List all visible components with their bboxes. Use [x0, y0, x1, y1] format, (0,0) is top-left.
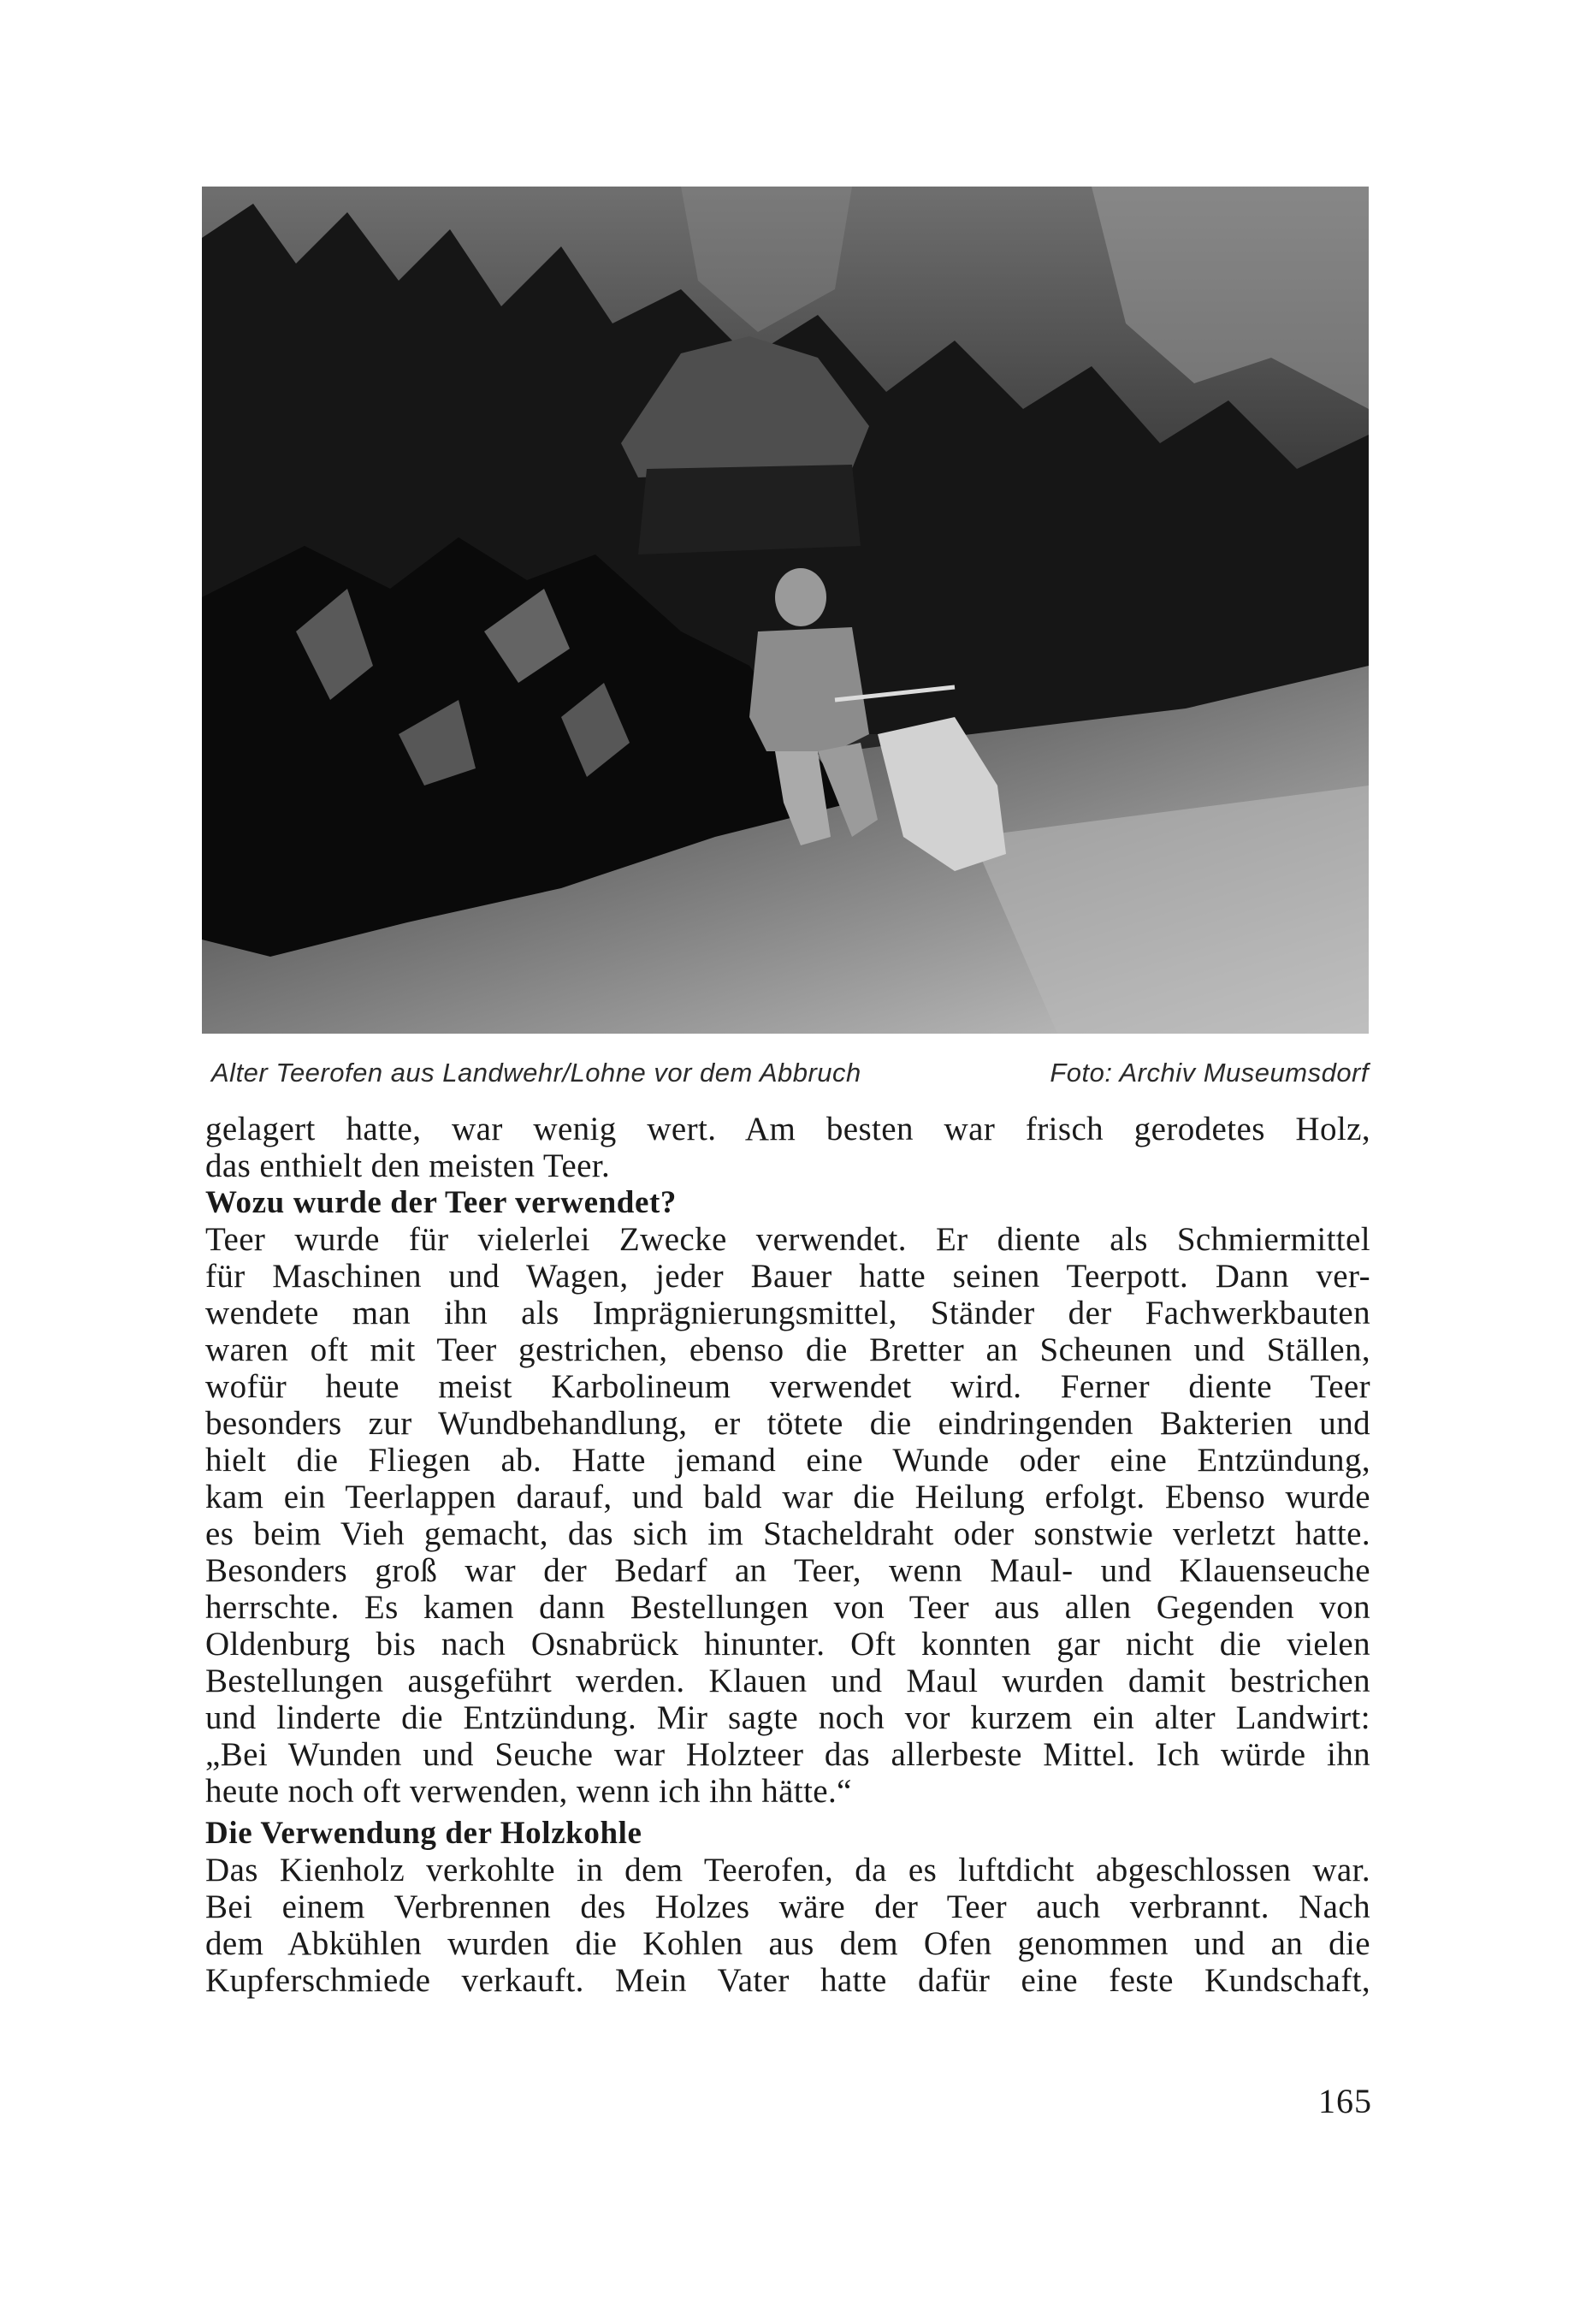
text-line: Oldenburg bis nach Osnabrück hinunter. Oft konnten gar nicht die vielen [205, 1626, 1370, 1663]
section-heading: Wozu wurde der Teer verwendet? [205, 1185, 678, 1220]
caption-title: Alter Teerofen aus Landwehr/Lohne vor dem Abbruch [211, 1058, 861, 1088]
photo-caption [211, 1058, 1369, 1095]
text-line: „Bei Wunden und Seuche war Holzteer das allerbeste Mittel. Ich würde ihn [205, 1736, 1370, 1773]
text-line: das enthielt den meisten Teer. [205, 1147, 611, 1184]
text-line: besonders zur Wundbehandlung, er tötete die eindringenden Bakterien und [205, 1405, 1370, 1442]
text-line: dem Abkühlen wurden die Kohlen aus dem Ofen genommen und an die [205, 1925, 1370, 1962]
caption-photo-credit: Foto: Archiv Museumsdorf [1050, 1058, 1369, 1088]
text-line: für Maschinen und Wagen, jeder Bauer hatte seinen Teerpott. Dann ver- [205, 1258, 1370, 1295]
text-line: herrschte. Es kamen dann Bestellungen von Teer aus allen Gegenden von [205, 1589, 1370, 1626]
text-line: und linderte die Entzündung. Mir sagte noch vor kurzem ein alter Landwirt: [205, 1699, 1370, 1736]
text-line: Das Kienholz verkohlte in dem Teerofen, da es luftdicht abgeschlossen war. [205, 1852, 1370, 1888]
text-line: Bei einem Verbrennen des Holzes wäre der Teer auch verbrannt. Nach [205, 1888, 1370, 1925]
text-line: Teer wurde für vielerlei Zwecke verwendet. Er diente als Schmiermittel [205, 1221, 1370, 1258]
text-line: wendete man ihn als Imprägnierungsmittel, Ständer der Fachwerkbauten [205, 1295, 1370, 1331]
text-line: es beim Vieh gemacht, das sich im Stacheldraht oder sonstwie verletzt hatte. [205, 1515, 1370, 1552]
text-line: gelagert hatte, war wenig wert. Am besten war frisch gerodetes Holz, [205, 1111, 1370, 1147]
page-number: 165 [1318, 2082, 1372, 2120]
text-line: waren oft mit Teer gestrichen, ebenso die Bretter an Scheunen und Ställen, [205, 1331, 1370, 1368]
historic-photograph [202, 187, 1369, 1034]
text-line: heute noch oft verwenden, wenn ich ihn hätte.“ [205, 1773, 852, 1810]
text-line: Kupferschmiede verkauft. Mein Vater hatte dafür eine feste Kundschaft, [205, 1962, 1370, 1999]
tar-kiln-photo-image [202, 187, 1369, 1034]
text-line: wofür heute meist Karbolineum verwendet wird. Ferner diente Teer [205, 1368, 1370, 1405]
text-line: hielt die Fliegen ab. Hatte jemand eine Wunde oder eine Entzündung, [205, 1442, 1370, 1479]
text-line: Bestellungen ausgeführt werden. Klauen und Maul wurden damit bestrichen [205, 1663, 1370, 1699]
text-line: kam ein Teerlappen darauf, und bald war die Heilung erfolgt. Ebenso wurde [205, 1479, 1370, 1515]
section-heading: Die Verwendung der Holzkohle [205, 1816, 642, 1851]
text-line: Besonders groß war der Bedarf an Teer, wenn Maul- und Klauenseuche [205, 1552, 1370, 1589]
body-text [205, 1111, 1370, 1999]
